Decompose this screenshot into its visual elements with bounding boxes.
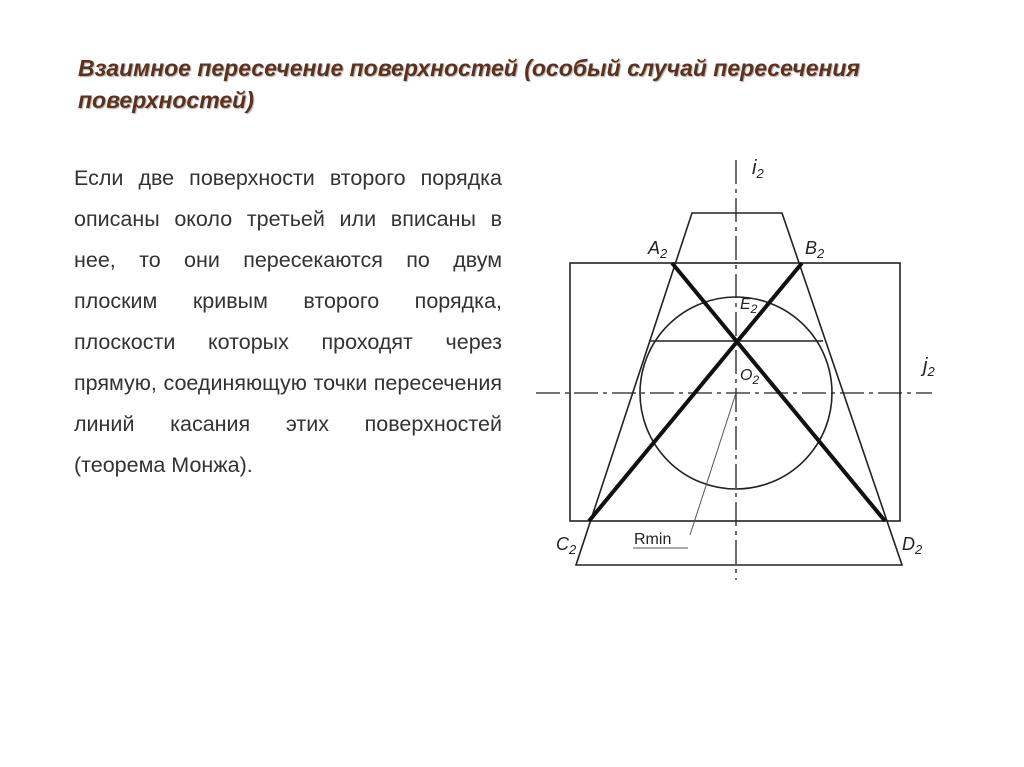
cone-frustum-outline [576, 213, 902, 565]
label-b2: $B_2$ [805, 238, 825, 261]
label-i2: $i_2$ [752, 157, 764, 181]
radius-line [690, 393, 736, 535]
label-a2: $A_2$ [648, 238, 668, 261]
label-j2: $j_2$ [923, 355, 935, 379]
label-d2: $D_2$ [902, 534, 923, 557]
monge-theorem-diagram [530, 140, 960, 590]
label-e2: $E_2$ [740, 296, 758, 316]
label-o2: $O_2$ [740, 367, 760, 387]
label-c2: $C_2$ [556, 534, 577, 557]
slide-title: Взаимное пересечение поверхностей (особый случай пересечения поверхностей) [78, 55, 860, 113]
label-rmin: Rmin [634, 531, 672, 548]
theorem-text: Если две поверхности второго порядка описаны около третьей или вписаны в нее, то они пересекаются по двум плоским кривым второго порядка, плоскости которых проходят через прямую, соединяющую точки пересечения линий касания этих поверхностей (теорема Монжа). [74, 166, 502, 477]
intersection-line-a2-d2 [672, 263, 885, 521]
